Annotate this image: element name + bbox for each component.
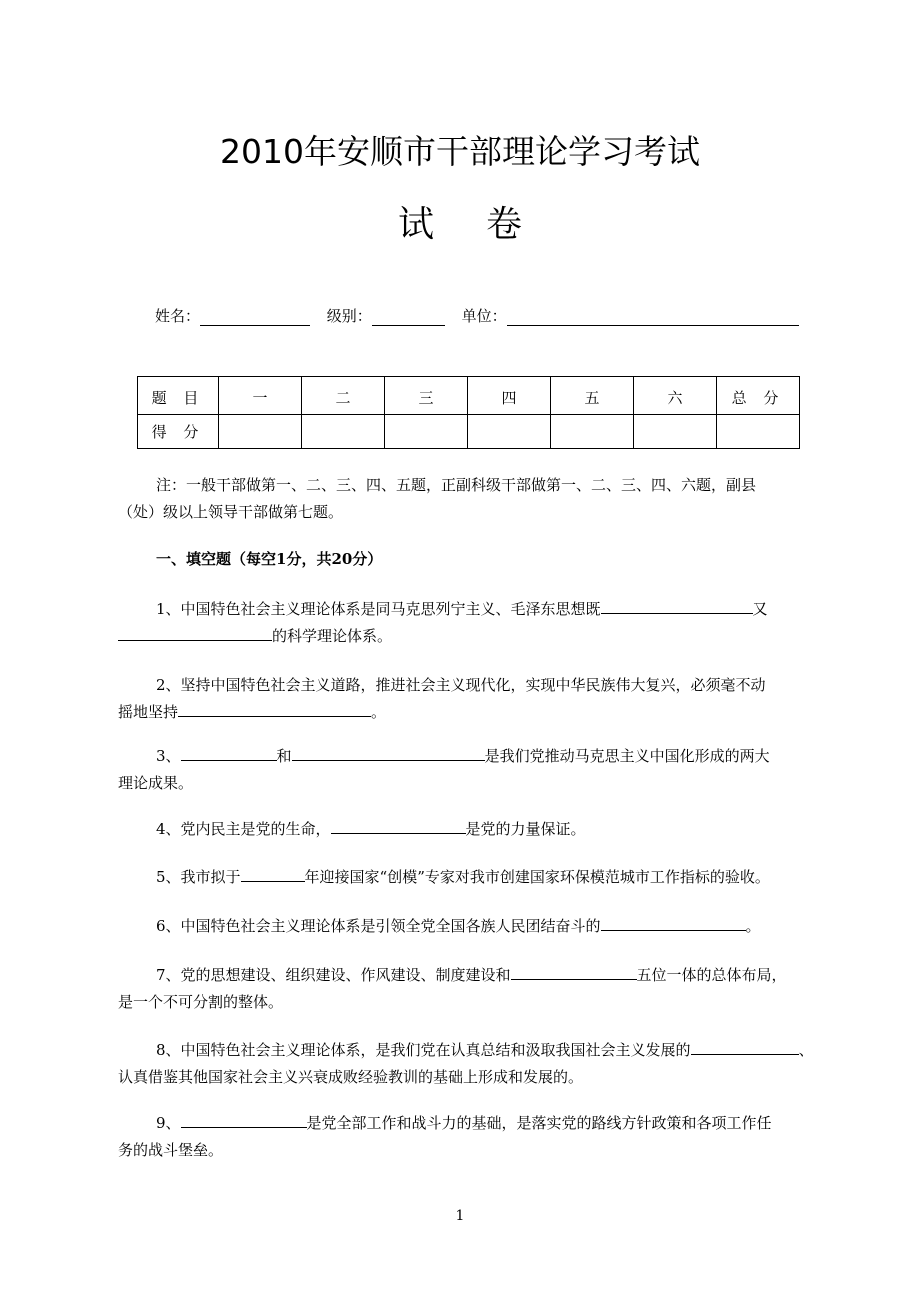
level-field[interactable] [372,309,445,326]
q3-blank-2[interactable] [292,745,485,761]
q3-text-c: 是我们党推动马克思主义中国化形成的两大 [484,747,770,765]
question-4 [118,816,830,843]
q9-text-c: 务的战斗堡垒。 [118,1141,224,1159]
question-5 [118,864,830,891]
q1-blank-2[interactable] [118,625,272,641]
q3-text-d: 理论成果。 [118,774,194,792]
header-cell-4: 四 [468,377,551,415]
q1-text-a: 1、中国特色社会主义理论体系是同马克思列宁主义、毛泽东思想既 [156,600,601,618]
q8-text-b: 、 [798,1041,814,1059]
level-label: 级别： [326,307,372,325]
score-row-label: 得 分 [138,415,219,449]
question-1 [118,596,830,650]
score-table [137,376,800,449]
q1-blank-1[interactable] [601,598,753,614]
header-cell-subject: 题 目 [138,377,219,415]
q6-text-a: 6、中国特色社会主义理论体系是引领全党全国各族人民团结奋斗的 [156,917,601,935]
q5-text-b: 年迎接国家“创模”专家对我市创建国家环保模范城市工作指标的验收。 [304,868,770,886]
q4-text-a: 4、党内民主是党的生命， [156,820,331,838]
header-cell-6: 六 [634,377,717,415]
question-3 [118,743,830,797]
q5-text-a: 5、我市拟于 [156,868,241,886]
unit-field[interactable] [507,309,799,326]
page-number: 1 [455,1208,465,1224]
header-cell-3: 三 [385,377,468,415]
question-9 [118,1110,830,1164]
q5-blank-1[interactable] [241,866,305,882]
q9-text-a: 9、 [156,1114,181,1132]
q1-text-c: 的科学理论体系。 [272,627,393,645]
q6-text-b: 。 [745,917,761,935]
q2-blank-1[interactable] [178,701,371,717]
exam-title: 2010年安顺市干部理论学习考试 [220,132,700,171]
q8-text-a: 8、中国特色社会主义理论体系，是我们党在认真总结和汲取我国社会主义发展的 [156,1041,691,1059]
note-line-2: （处）级以上领导干部做第七题。 [118,503,344,521]
note [118,472,830,526]
q2-text-b: 摇地坚持 [118,703,179,721]
q7-text-a: 7、党的思想建设、组织建设、作风建设、制度建设和 [156,966,511,984]
q7-blank-1[interactable] [511,964,637,980]
q2-text-a: 2、坚持中国特色社会主义道路，推进社会主义现代化，实现中华民族伟大复兴，必须毫不动 [156,676,766,694]
header-cell-2: 二 [302,377,385,415]
score-cell-3[interactable] [385,415,468,449]
q4-blank-1[interactable] [331,818,466,834]
question-6 [118,913,830,940]
question-2 [118,672,830,726]
q7-text-c: 是一个不可分割的整体。 [118,993,284,1011]
question-8 [118,1037,830,1091]
name-label: 姓名： [155,307,201,325]
q3-text-b: 和 [276,747,292,765]
score-cell-1[interactable] [219,415,302,449]
q6-blank-1[interactable] [601,915,746,931]
score-cell-6[interactable] [634,415,717,449]
q2-text-c: 。 [371,703,387,721]
score-table-score-row [138,415,800,449]
q9-text-b: 是党全部工作和战斗力的基础，是落实党的路线方针政策和各项工作任 [306,1114,772,1132]
score-cell-total[interactable] [717,415,800,449]
q9-blank-1[interactable] [181,1112,307,1128]
q4-text-b: 是党的力量保证。 [465,820,586,838]
q3-text-a: 3、 [156,747,181,765]
header-cell-total: 总 分 [717,377,800,415]
note-line-1: 注：一般干部做第一、二、三、四、五题，正副科级干部做第一、二、三、四、六题，副县 [156,476,757,494]
score-cell-2[interactable] [302,415,385,449]
q8-text-c: 认真借鉴其他国家社会主义兴衰成败经验教训的基础上形成和发展的。 [118,1068,584,1086]
question-7 [118,962,830,1016]
q3-blank-1[interactable] [181,745,277,761]
exam-subtitle: 试卷 [397,204,574,245]
unit-label: 单位： [461,307,507,325]
name-field[interactable] [200,309,310,326]
q1-text-b: 又 [752,600,768,618]
candidate-info [155,305,799,326]
score-cell-5[interactable] [551,415,634,449]
section-1-title: 一、填空题（每空1分，共20分） [156,550,383,568]
score-cell-4[interactable] [468,415,551,449]
q7-text-b: 五位一体的总体布局， [636,966,787,984]
score-table-header-row [138,377,800,415]
header-cell-5: 五 [551,377,634,415]
header-cell-1: 一 [219,377,302,415]
q8-blank-1[interactable] [691,1039,799,1055]
